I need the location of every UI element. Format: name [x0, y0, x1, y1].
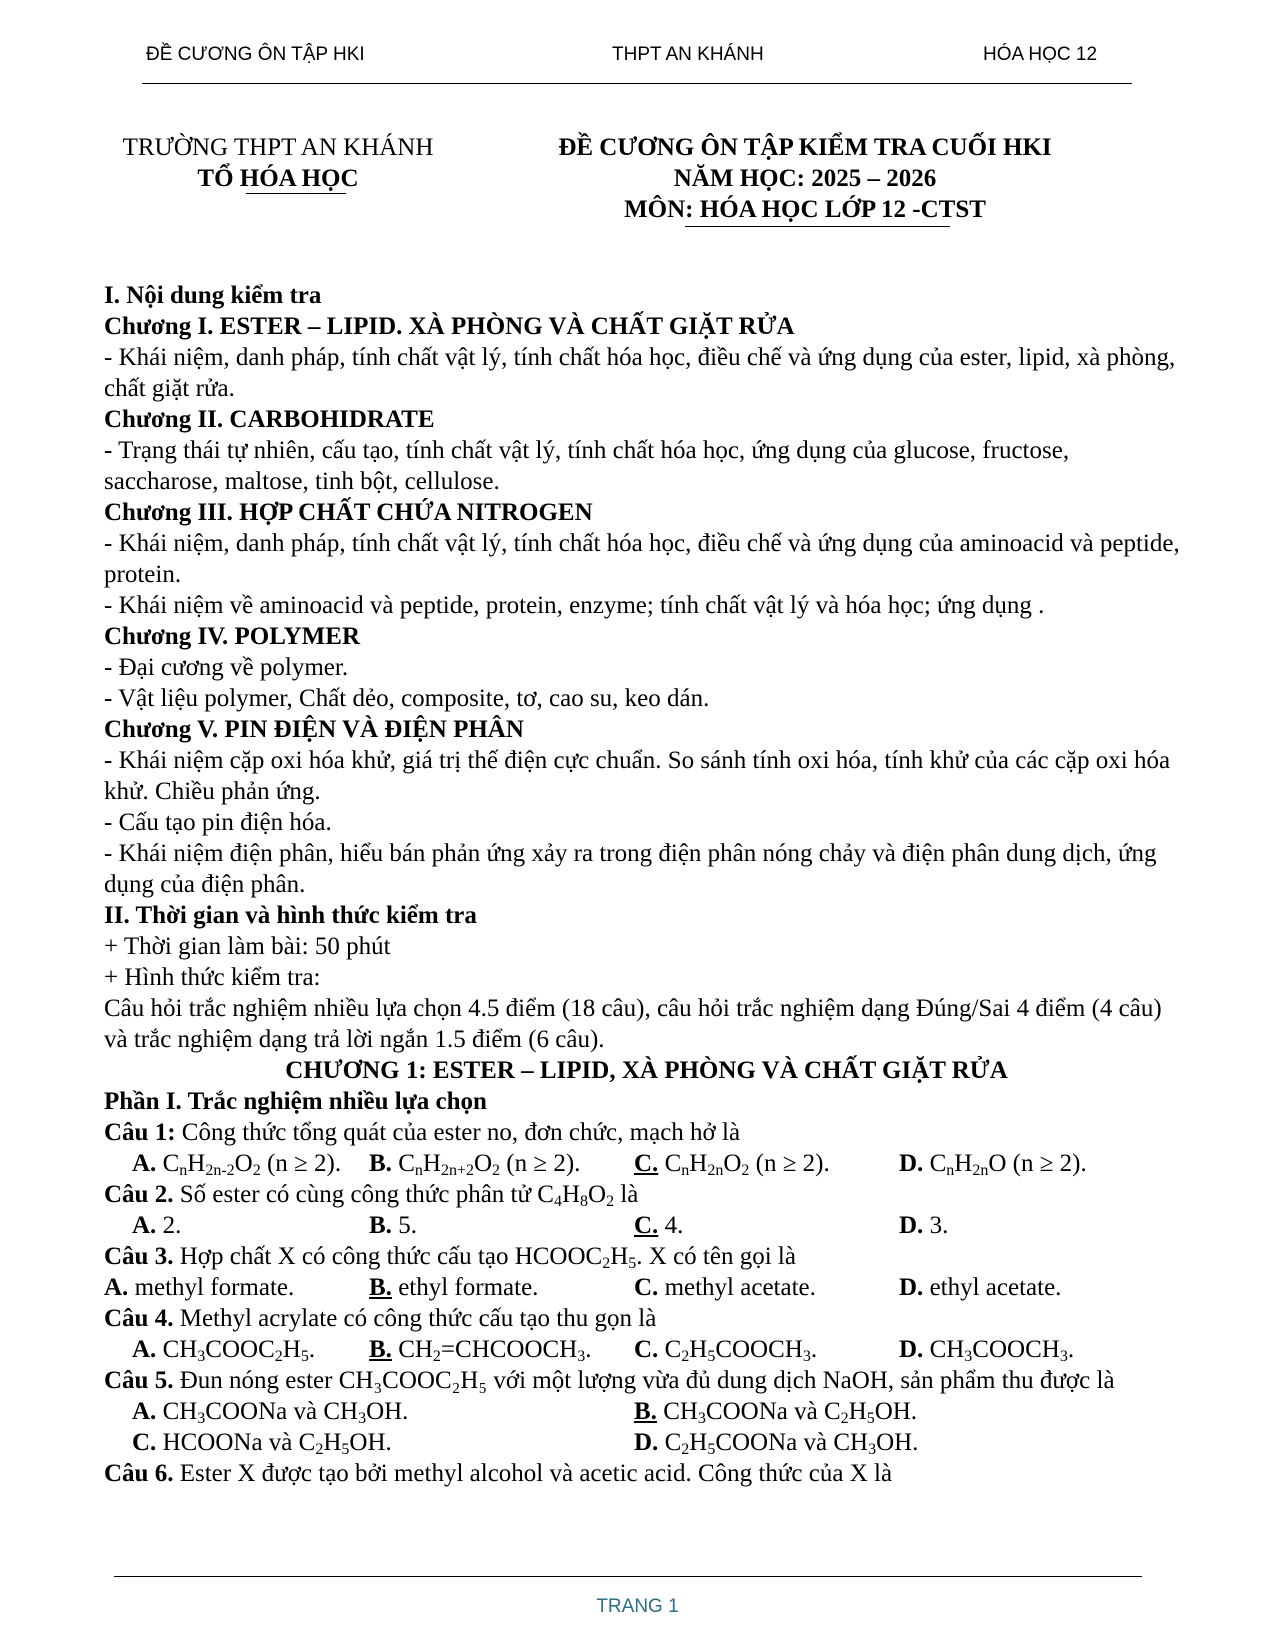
question-1 — [104, 1117, 1189, 1148]
correct-answer-mark: B. — [634, 1398, 657, 1425]
option-b: B. ethyl formate. — [369, 1274, 539, 1301]
option-d: D. ethyl acetate. — [899, 1274, 1062, 1301]
option-c: C. 4. — [634, 1212, 684, 1239]
option-d: D. $C_nH_{2n}O$ (n ≥ 2). — [899, 1150, 1087, 1179]
chapter-title: CHƯƠNG 1: ESTER – LIPID, XÀ PHÒNG VÀ CHẤT GIẶT RỬA — [285, 1057, 1008, 1084]
section-heading: I. Nội dung kiểm tra — [104, 282, 322, 309]
option-a: A. $C_nH_{2n-2}O_2$ (n ≥ 2). — [132, 1150, 342, 1179]
paragraph: - Đại cương về polymer. — [104, 654, 349, 681]
paragraph: + Hình thức kiểm tra: — [104, 964, 321, 991]
option-c: C. methyl acetate. — [634, 1274, 816, 1301]
footer-rule — [114, 1576, 1142, 1577]
question-label: Câu 4. — [104, 1305, 174, 1332]
option-a: A. methyl formate. — [104, 1274, 295, 1301]
chapter-heading: Chương II. CARBOHIDRATE — [104, 406, 435, 433]
option-a: A. $CH_3COONa$ và $CH_3OH$. — [132, 1398, 409, 1427]
paragraph: - Trạng thái tự nhiên, cấu tạo, tính chất vật lý, tính chất hóa học, ứng dụng của glucose, fructose, saccharose, maltose, tinh bột, cellulose. — [104, 437, 1070, 495]
option-d: D. $C_2H_5COONa$ và $CH_3OH$. — [634, 1429, 919, 1458]
section-heading: II. Thời gian và hình thức kiểm tra — [104, 902, 477, 929]
option-b: B. 5. — [369, 1212, 417, 1239]
page-number: TRANG 1 — [596, 1596, 679, 1617]
department: TỔ HÓA HỌC — [197, 165, 359, 192]
question-2: Câu 2. Số ester có cùng công thức phân tử $C_4H_8O_2$ là — [104, 1181, 639, 1210]
option-c: C. HCOONa và $C_2H_5OH$. — [132, 1429, 392, 1458]
question-label: Câu 5. — [104, 1367, 174, 1394]
option-a: A. 2. — [132, 1212, 182, 1239]
header-right: HÓA HỌC 12 — [983, 44, 1098, 65]
question-6: Câu 6. Ester X được tạo bởi methyl alcohol và acetic acid. Công thức của X là — [104, 1460, 893, 1487]
part-heading: Phần I. Trắc nghiệm nhiều lựa chọn — [104, 1088, 487, 1115]
question-label: Câu 1: — [104, 1119, 176, 1146]
option-a: A. $CH_3COOC_2H_5$. — [132, 1336, 316, 1365]
header-rule — [142, 83, 1132, 84]
title-line-2: NĂM HỌC: 2025 – 2026 — [673, 165, 937, 192]
chapter-heading: Chương V. PIN ĐIỆN VÀ ĐIỆN PHÂN — [104, 716, 524, 743]
paragraph: Câu hỏi trắc nghiệm nhiều lựa chọn 4.5 điểm (18 câu), câu hỏi trắc nghiệm dạng Đúng/Sai 4 điểm (4 câu) và trắc nghiệm dạng trả lời ngắn 1.5 điểm (6 câu). — [104, 995, 1162, 1053]
paragraph: - Vật liệu polymer, Chất dẻo, composite, tơ, cao su, keo dán. — [104, 685, 710, 712]
school-block — [108, 132, 448, 194]
question-label: Câu 2. — [104, 1181, 174, 1208]
document-title — [505, 132, 1105, 225]
paragraph: - Cấu tạo pin điện hóa. — [104, 809, 332, 836]
title-line-3: MÔN: HÓA HỌC LỚP 12 -CTST — [624, 196, 986, 223]
subject-underline — [685, 226, 950, 227]
paragraph: + Thời gian làm bài: 50 phút — [104, 933, 391, 960]
option-b: B. $C_nH_{2n+2}O_2$ (n ≥ 2). — [369, 1150, 581, 1179]
department-underline — [246, 193, 346, 194]
school-name: TRƯỜNG THPT AN KHÁNH — [122, 134, 434, 161]
paragraph: - Khái niệm, danh pháp, tính chất vật lý, tính chất hóa học, điều chế và ứng dụng của ester, lipid, xà phòng, chất giặt rửa. — [104, 344, 1176, 402]
option-c: C. $C_2H_5COOCH_3$. — [634, 1336, 818, 1365]
correct-answer-mark: C. — [634, 1212, 659, 1239]
paragraph: - Khái niệm điện phân, hiểu bán phản ứng xảy ra trong điện phân nóng chảy và điện phân dung dịch, ứng dụng của điện phân. — [104, 840, 1157, 898]
options-row — [104, 1148, 1189, 1179]
options-row — [104, 1334, 1189, 1365]
question-5: Câu 5. Đun nóng ester CH₃COOC₂H₅ với một lượng vừa đủ dung dịch NaOH, sản phẩm thu được là — [104, 1367, 1115, 1394]
options-row — [104, 1210, 1189, 1241]
correct-answer-mark: B. — [369, 1336, 392, 1363]
paragraph: - Khái niệm, danh pháp, tính chất vật lý, tính chất hóa học, điều chế và ứng dụng của aminoacid và peptide, protein. — [104, 530, 1180, 588]
option-d: D. 3. — [899, 1212, 949, 1239]
header-center: THPT AN KHÁNH — [612, 44, 764, 65]
question-text: Công thức tổng quát của ester no, đơn chức, mạch hở là — [175, 1119, 741, 1146]
option-c: C. $C_nH_{2n}O_2$ (n ≥ 2). — [634, 1150, 830, 1179]
options-row — [104, 1396, 1189, 1427]
chapter-heading: Chương I. ESTER – LIPID. XÀ PHÒNG VÀ CHẤT GIẶT RỬA — [104, 313, 795, 340]
document-body — [104, 280, 1189, 1489]
option-b: B. $CH_2=CHCOOCH_3$. — [369, 1336, 592, 1365]
question-4: Câu 4. Methyl acrylate có công thức cấu tạo thu gọn là — [104, 1305, 657, 1332]
options-row — [104, 1427, 1189, 1458]
correct-answer-mark: C. — [634, 1150, 659, 1177]
header-left: ĐỀ CƯƠNG ÔN TẬP HKI — [146, 44, 365, 65]
chapter-heading: Chương III. HỢP CHẤT CHỨA NITROGEN — [104, 499, 593, 526]
option-d: D. $CH_3COOCH_3$. — [899, 1336, 1075, 1365]
correct-answer-mark: B. — [369, 1274, 392, 1301]
title-line-1: ĐỀ CƯƠNG ÔN TẬP KIỂM TRA CUỐI HKI — [558, 134, 1052, 161]
option-b: B. $CH_3COONa$ và $C_2H_5OH$. — [634, 1398, 918, 1427]
paragraph: - Khái niệm về aminoacid và peptide, protein, enzyme; tính chất vật lý và hóa học; ứng dụng . — [104, 592, 1045, 619]
question-label: Câu 3. — [104, 1243, 174, 1270]
paragraph: - Khái niệm cặp oxi hóa khử, giá trị thế điện cực chuẩn. So sánh tính oxi hóa, tính khử của các cặp oxi hóa khử. Chiều phản ứng. — [104, 747, 1171, 805]
chapter-heading: Chương IV. POLYMER — [104, 623, 360, 650]
question-label: Câu 6. — [104, 1460, 174, 1487]
question-3: Câu 3. Hợp chất X có công thức cấu tạo $HCOOC_2H_5$. X có tên gọi là — [104, 1243, 796, 1272]
options-row — [104, 1272, 1189, 1303]
